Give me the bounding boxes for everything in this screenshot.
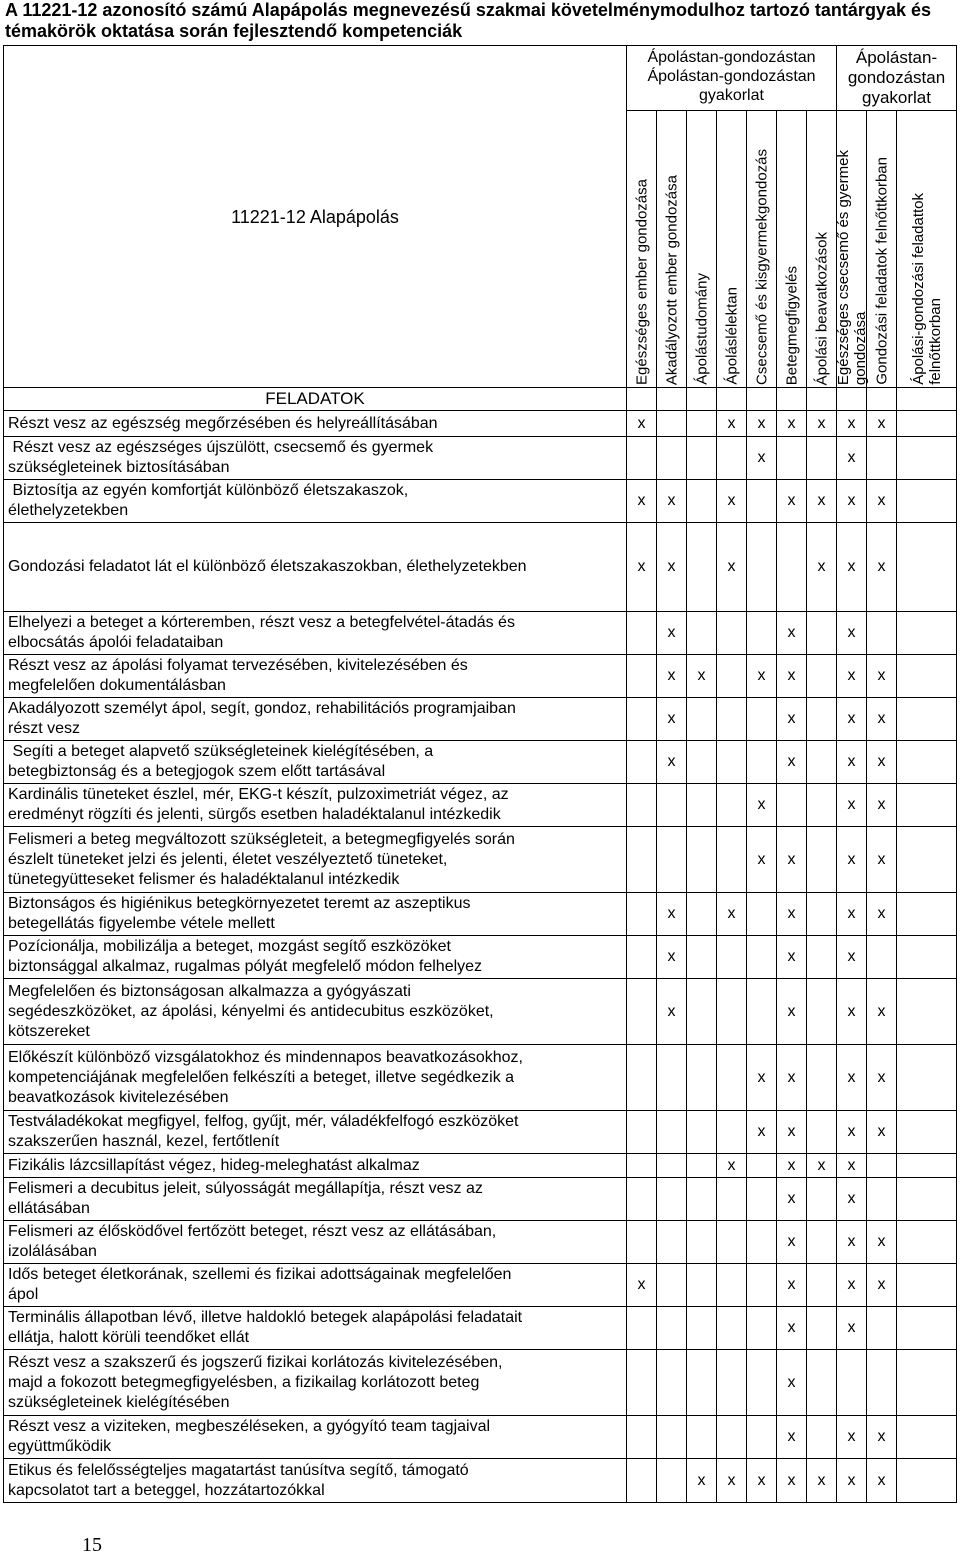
column-header: Ápolástudomány	[687, 111, 717, 388]
mark-cell	[687, 1350, 717, 1416]
mark-cell	[807, 979, 837, 1045]
mark-cell	[867, 1307, 897, 1350]
mark-cell	[897, 1264, 957, 1307]
mark-cell	[747, 612, 777, 655]
mark-cell	[867, 1178, 897, 1221]
mark-cell	[897, 411, 957, 437]
mark-cell	[897, 1154, 957, 1178]
mark-cell	[627, 784, 657, 827]
document-title: A 11221-12 azonosító számú Alapápolás megnevezésű szakmai követelménymodulhoz tartozó tantárgyak és témakörök oktatása során fejlesztendő kompetenciák	[5, 0, 931, 41]
task-description: Részt vesz az egészséges újszülött, csecsemő és gyermek szükségleteinek biztosításában	[4, 437, 627, 480]
mark-cell: x	[837, 1178, 867, 1221]
mark-cell: x	[717, 1154, 747, 1178]
mark-cell	[687, 1045, 717, 1111]
mark-cell	[687, 1111, 717, 1154]
mark-cell: x	[867, 741, 897, 784]
module-label: 11221-12 Alapápolás	[4, 46, 627, 388]
mark-cell: x	[807, 523, 837, 612]
mark-cell	[657, 1307, 687, 1350]
task-description: Előkészít különböző vizsgálatokhoz és mindennapos beavatkozásokhoz, kompetenciájának megfelelően felkészíti a beteget, illetve segédkezik a beavatkozások kivitelezésében	[4, 1045, 627, 1111]
mark-cell	[897, 1350, 957, 1416]
mark-cell	[687, 1264, 717, 1307]
task-description: Felismeri a beteg megváltozott szükségleteit, a betegmegfigyelés során észlelt tüneteket jelzi és jelenti, életet veszélyeztető tüneteket, tünetegyütteseket felismer és haladéktalanul intézkedik	[4, 827, 627, 893]
column-header: Csecsemő és kisgyermekgondozás	[747, 111, 777, 388]
mark-cell	[717, 612, 747, 655]
mark-cell	[747, 1350, 777, 1416]
mark-cell: x	[717, 480, 747, 523]
task-description: Testváladékokat megfigyel, felfog, gyűjt, mér, váladékfelfogó eszközöket szakszerűen használ, kezel, fertőtlenít	[4, 1111, 627, 1154]
column-header: Ápolási beavatkozások	[807, 111, 837, 388]
mark-cell: x	[837, 784, 867, 827]
mark-cell: x	[777, 1459, 807, 1503]
mark-cell: x	[747, 655, 777, 698]
mark-cell	[897, 979, 957, 1045]
group-header-theory: Ápolástan-gondozástan Ápolástan-gondozástan gyakorlat	[627, 46, 837, 111]
mark-cell	[807, 612, 837, 655]
mark-cell	[687, 979, 717, 1045]
column-header: Egészséges ember gondozása	[627, 111, 657, 388]
mark-cell	[627, 979, 657, 1045]
column-header: Betegmegfigyelés	[777, 111, 807, 388]
mark-cell	[747, 1221, 777, 1264]
table-row	[4, 827, 957, 893]
mark-cell: x	[777, 1350, 807, 1416]
mark-cell	[897, 698, 957, 741]
mark-cell: x	[777, 827, 807, 893]
mark-cell: x	[627, 411, 657, 437]
mark-cell	[687, 1154, 717, 1178]
mark-cell	[657, 827, 687, 893]
mark-cell	[627, 1111, 657, 1154]
task-description: Biztosítja az egyén komfortját különböző életszakaszok, élethelyzetekben	[4, 480, 627, 523]
mark-cell	[687, 1178, 717, 1221]
mark-cell: x	[777, 1264, 807, 1307]
mark-cell: x	[777, 1416, 807, 1459]
mark-cell: x	[867, 893, 897, 936]
mark-cell: x	[777, 698, 807, 741]
mark-cell	[657, 1350, 687, 1416]
table-row	[4, 1221, 957, 1264]
task-description: Terminális állapotban lévő, illetve haldokló betegek alapápolási feladatait ellátja, halott körüli teendőket ellát	[4, 1307, 627, 1350]
column-header: Egészséges csecsemő és gyermek gondozása	[837, 111, 867, 388]
task-description: Pozícionálja, mobilizálja a beteget, mozgást segítő eszközöket biztonsággal alkalmaz, rugalmas pólyát megfelelő módon felhelyez	[4, 936, 627, 979]
mark-cell: x	[867, 1221, 897, 1264]
mark-cell	[747, 698, 777, 741]
mark-cell	[657, 1221, 687, 1264]
task-description: Megfelelően és biztonságosan alkalmazza a gyógyászati segédeszközöket, az ápolási, kényelmi és antidecubitus eszközöket, kötszereket	[4, 979, 627, 1045]
mark-cell	[747, 1307, 777, 1350]
mark-cell	[657, 437, 687, 480]
mark-cell: x	[657, 893, 687, 936]
mark-cell	[897, 1178, 957, 1221]
table-row	[4, 1111, 957, 1154]
mark-cell: x	[807, 411, 837, 437]
mark-cell: x	[837, 1111, 867, 1154]
mark-cell: x	[837, 1264, 867, 1307]
mark-cell: x	[657, 480, 687, 523]
task-description: Idős beteget életkorának, szellemi és fizikai adottságainak megfelelően ápol	[4, 1264, 627, 1307]
mark-cell: x	[867, 480, 897, 523]
mark-cell	[717, 979, 747, 1045]
page-number: 15	[82, 1534, 102, 1556]
mark-cell: x	[747, 1111, 777, 1154]
mark-cell	[897, 1221, 957, 1264]
mark-cell	[657, 1154, 687, 1178]
mark-cell	[717, 827, 747, 893]
mark-cell: x	[657, 655, 687, 698]
mark-cell	[747, 936, 777, 979]
mark-cell	[747, 979, 777, 1045]
mark-cell: x	[837, 523, 867, 612]
mark-cell: x	[867, 698, 897, 741]
mark-cell: x	[837, 936, 867, 979]
column-header: Ápolási-gondozási feladattok felnőttkorban	[897, 111, 957, 388]
task-description: Segíti a beteget alapvető szükségleteinek kielégítésében, a betegbiztonság és a betegjogok szem előtt tartásával	[4, 741, 627, 784]
task-description: Felismeri a decubitus jeleit, súlyosságát megállapítja, részt vesz az ellátásában	[4, 1178, 627, 1221]
mark-cell: x	[687, 655, 717, 698]
mark-cell	[687, 437, 717, 480]
mark-cell: x	[837, 1307, 867, 1350]
mark-cell	[627, 612, 657, 655]
mark-cell	[717, 437, 747, 480]
table-row	[4, 741, 957, 784]
mark-cell: x	[777, 612, 807, 655]
mark-cell	[807, 827, 837, 893]
mark-cell	[897, 1416, 957, 1459]
mark-cell: x	[747, 1045, 777, 1111]
mark-cell	[777, 784, 807, 827]
mark-cell	[687, 741, 717, 784]
mark-cell: x	[777, 1111, 807, 1154]
mark-cell: x	[867, 523, 897, 612]
mark-cell	[717, 741, 747, 784]
mark-cell	[867, 1350, 897, 1416]
mark-cell	[807, 1416, 837, 1459]
mark-cell: x	[747, 411, 777, 437]
group-header-practice: Ápolástan- gondozástan gyakorlat	[837, 46, 957, 111]
mark-cell	[747, 893, 777, 936]
table-row	[4, 1178, 957, 1221]
mark-cell: x	[627, 523, 657, 612]
mark-cell: x	[717, 1459, 747, 1503]
mark-cell	[897, 741, 957, 784]
mark-cell	[627, 1350, 657, 1416]
mark-cell: x	[777, 979, 807, 1045]
mark-cell	[717, 1307, 747, 1350]
mark-cell: x	[837, 480, 867, 523]
mark-cell: x	[747, 784, 777, 827]
mark-cell	[627, 655, 657, 698]
mark-cell	[897, 655, 957, 698]
mark-cell	[687, 1307, 717, 1350]
mark-cell	[657, 1459, 687, 1503]
mark-cell	[867, 437, 897, 480]
mark-cell	[687, 523, 717, 612]
mark-cell	[837, 1350, 867, 1416]
mark-cell	[627, 1459, 657, 1503]
task-description: Felismeri az élősködővel fertőzött beteget, részt vesz az ellátásában, izolálásában	[4, 1221, 627, 1264]
mark-cell	[897, 1111, 957, 1154]
task-description: Etikus és felelősségteljes magatartást tanúsítva segítő, támogató kapcsolatot tart a beteggel, hozzátartozókkal	[4, 1459, 627, 1503]
mark-cell	[747, 741, 777, 784]
mark-cell	[717, 698, 747, 741]
mark-cell	[657, 1416, 687, 1459]
mark-cell: x	[867, 1459, 897, 1503]
mark-cell: x	[807, 1154, 837, 1178]
mark-cell	[687, 698, 717, 741]
mark-cell	[867, 1154, 897, 1178]
mark-cell	[807, 1221, 837, 1264]
mark-cell	[747, 523, 777, 612]
mark-cell: x	[837, 437, 867, 480]
mark-cell	[627, 893, 657, 936]
mark-cell: x	[777, 741, 807, 784]
mark-cell: x	[777, 1178, 807, 1221]
mark-cell: x	[777, 1045, 807, 1111]
table-row	[4, 1416, 957, 1459]
mark-cell	[897, 1045, 957, 1111]
task-description: Kardinális tüneteket észlel, mér, EKG-t készít, pulzoximetriát végez, az eredményt rögzíti és jelenti, sürgős esetben haladéktalanul intézkedik	[4, 784, 627, 827]
mark-cell	[717, 1350, 747, 1416]
mark-cell: x	[837, 655, 867, 698]
mark-cell: x	[657, 523, 687, 612]
mark-cell	[627, 1221, 657, 1264]
column-header: Akadályozott ember gondozása	[657, 111, 687, 388]
task-description: Elhelyezi a beteget a kórteremben, részt vesz a betegfelvétel-átadás és elbocsátás ápolói feladataiban	[4, 612, 627, 655]
table-row	[4, 1154, 957, 1178]
mark-cell	[747, 1264, 777, 1307]
mark-cell	[807, 784, 837, 827]
mark-cell	[687, 784, 717, 827]
mark-cell	[627, 741, 657, 784]
table-row	[4, 523, 957, 612]
mark-cell	[657, 1178, 687, 1221]
mark-cell: x	[717, 893, 747, 936]
mark-cell: x	[867, 1045, 897, 1111]
task-description: Akadályozott személyt ápol, segít, gondoz, rehabilitációs programjaiban részt vesz	[4, 698, 627, 741]
mark-cell	[747, 480, 777, 523]
mark-cell	[657, 1045, 687, 1111]
mark-cell: x	[657, 741, 687, 784]
column-header: Ápoláslélektan	[717, 111, 747, 388]
mark-cell: x	[657, 698, 687, 741]
feladatok-heading: FELADATOK	[4, 388, 627, 411]
mark-cell: x	[717, 523, 747, 612]
task-description: Részt vesz a viziteken, megbeszéléseken, a gyógyító team tagjaival együttműködik	[4, 1416, 627, 1459]
mark-cell	[687, 936, 717, 979]
mark-cell: x	[837, 893, 867, 936]
mark-cell	[717, 1111, 747, 1154]
mark-cell: x	[627, 480, 657, 523]
task-description: Biztonságos és higiénikus betegkörnyezetet teremt az aszeptikus betegellátás figyelembe vétele mellett	[4, 893, 627, 936]
mark-cell	[657, 1111, 687, 1154]
table-row	[4, 612, 957, 655]
mark-cell	[717, 1221, 747, 1264]
table-row	[4, 1350, 957, 1416]
mark-cell	[627, 936, 657, 979]
mark-cell	[807, 655, 837, 698]
table-row	[4, 655, 957, 698]
mark-cell: x	[777, 1221, 807, 1264]
mark-cell: x	[867, 784, 897, 827]
mark-cell	[807, 936, 837, 979]
mark-cell	[777, 437, 807, 480]
mark-cell	[657, 784, 687, 827]
table-row	[4, 698, 957, 741]
table-row	[4, 1264, 957, 1307]
mark-cell	[627, 827, 657, 893]
mark-cell: x	[807, 480, 837, 523]
mark-cell: x	[627, 1264, 657, 1307]
mark-cell	[687, 893, 717, 936]
table-row	[4, 893, 957, 936]
task-description: Részt vesz az egészség megőrzésében és helyreállításában	[4, 411, 627, 437]
mark-cell: x	[837, 612, 867, 655]
mark-cell	[657, 1264, 687, 1307]
mark-cell	[897, 523, 957, 612]
mark-cell	[867, 612, 897, 655]
competency-table	[3, 45, 957, 1503]
table-row	[4, 979, 957, 1045]
table-row	[4, 411, 957, 437]
mark-cell	[627, 698, 657, 741]
mark-cell	[807, 437, 837, 480]
table-row	[4, 1045, 957, 1111]
table-row	[4, 1459, 957, 1503]
mark-cell: x	[777, 1307, 807, 1350]
mark-cell	[807, 1350, 837, 1416]
mark-cell: x	[837, 1154, 867, 1178]
mark-cell: x	[837, 979, 867, 1045]
mark-cell	[627, 1045, 657, 1111]
mark-cell: x	[657, 936, 687, 979]
mark-cell	[747, 1178, 777, 1221]
mark-cell	[807, 1264, 837, 1307]
mark-cell	[627, 1154, 657, 1178]
task-description: Részt vesz a szakszerű és jogszerű fizikai korlátozás kivitelezésében, majd a fokozott betegmegfigyelésben, a fizikailag korlátozott beteg szükségleteinek kielégítésében	[4, 1350, 627, 1416]
column-header: Gondozási feladatok felnőttkorban	[867, 111, 897, 388]
mark-cell	[897, 612, 957, 655]
mark-cell: x	[867, 1111, 897, 1154]
mark-cell	[897, 784, 957, 827]
mark-cell: x	[747, 1459, 777, 1503]
mark-cell: x	[867, 979, 897, 1045]
mark-cell	[897, 1307, 957, 1350]
mark-cell	[807, 1307, 837, 1350]
task-description: Fizikális lázcsillapítást végez, hideg-meleghatást alkalmaz	[4, 1154, 627, 1178]
mark-cell	[687, 1416, 717, 1459]
mark-cell: x	[777, 893, 807, 936]
mark-cell	[897, 480, 957, 523]
mark-cell	[717, 784, 747, 827]
table-row	[4, 1307, 957, 1350]
mark-cell: x	[777, 480, 807, 523]
mark-cell	[657, 411, 687, 437]
mark-cell	[747, 1154, 777, 1178]
mark-cell: x	[837, 411, 867, 437]
table-row	[4, 480, 957, 523]
mark-cell: x	[687, 1459, 717, 1503]
mark-cell	[897, 827, 957, 893]
mark-cell: x	[867, 411, 897, 437]
mark-cell: x	[867, 1264, 897, 1307]
mark-cell	[627, 437, 657, 480]
mark-cell: x	[777, 655, 807, 698]
mark-cell	[897, 1459, 957, 1503]
mark-cell: x	[657, 612, 687, 655]
mark-cell	[717, 1264, 747, 1307]
mark-cell	[807, 1045, 837, 1111]
mark-cell: x	[657, 979, 687, 1045]
mark-cell: x	[717, 411, 747, 437]
mark-cell	[687, 411, 717, 437]
mark-cell: x	[777, 1154, 807, 1178]
mark-cell: x	[837, 741, 867, 784]
mark-cell	[687, 1221, 717, 1264]
table-row	[4, 437, 957, 480]
mark-cell	[687, 480, 717, 523]
mark-cell: x	[867, 1416, 897, 1459]
mark-cell	[897, 893, 957, 936]
mark-cell	[717, 655, 747, 698]
mark-cell: x	[837, 1459, 867, 1503]
mark-cell: x	[807, 1459, 837, 1503]
task-description: Gondozási feladatot lát el különböző életszakaszokban, élethelyzetekben	[4, 523, 627, 612]
mark-cell	[897, 936, 957, 979]
mark-cell	[627, 1416, 657, 1459]
mark-cell: x	[747, 437, 777, 480]
mark-cell: x	[777, 411, 807, 437]
mark-cell	[747, 1416, 777, 1459]
mark-cell	[687, 827, 717, 893]
mark-cell	[717, 1416, 747, 1459]
mark-cell: x	[777, 936, 807, 979]
mark-cell: x	[867, 655, 897, 698]
mark-cell	[627, 1307, 657, 1350]
table-row	[4, 784, 957, 827]
mark-cell	[777, 523, 807, 612]
mark-cell	[807, 1111, 837, 1154]
mark-cell	[627, 1178, 657, 1221]
mark-cell	[807, 698, 837, 741]
mark-cell	[717, 936, 747, 979]
mark-cell: x	[837, 698, 867, 741]
mark-cell	[717, 1178, 747, 1221]
mark-cell: x	[837, 827, 867, 893]
mark-cell: x	[837, 1416, 867, 1459]
table-row	[4, 936, 957, 979]
mark-cell	[867, 936, 897, 979]
mark-cell: x	[837, 1221, 867, 1264]
mark-cell: x	[867, 827, 897, 893]
task-description: Részt vesz az ápolási folyamat tervezésében, kivitelezésében és megfelelően dokumentálásban	[4, 655, 627, 698]
mark-cell	[807, 893, 837, 936]
mark-cell	[807, 741, 837, 784]
mark-cell	[807, 1178, 837, 1221]
mark-cell	[687, 612, 717, 655]
mark-cell: x	[747, 827, 777, 893]
mark-cell	[897, 437, 957, 480]
mark-cell	[717, 1045, 747, 1111]
mark-cell: x	[837, 1045, 867, 1111]
